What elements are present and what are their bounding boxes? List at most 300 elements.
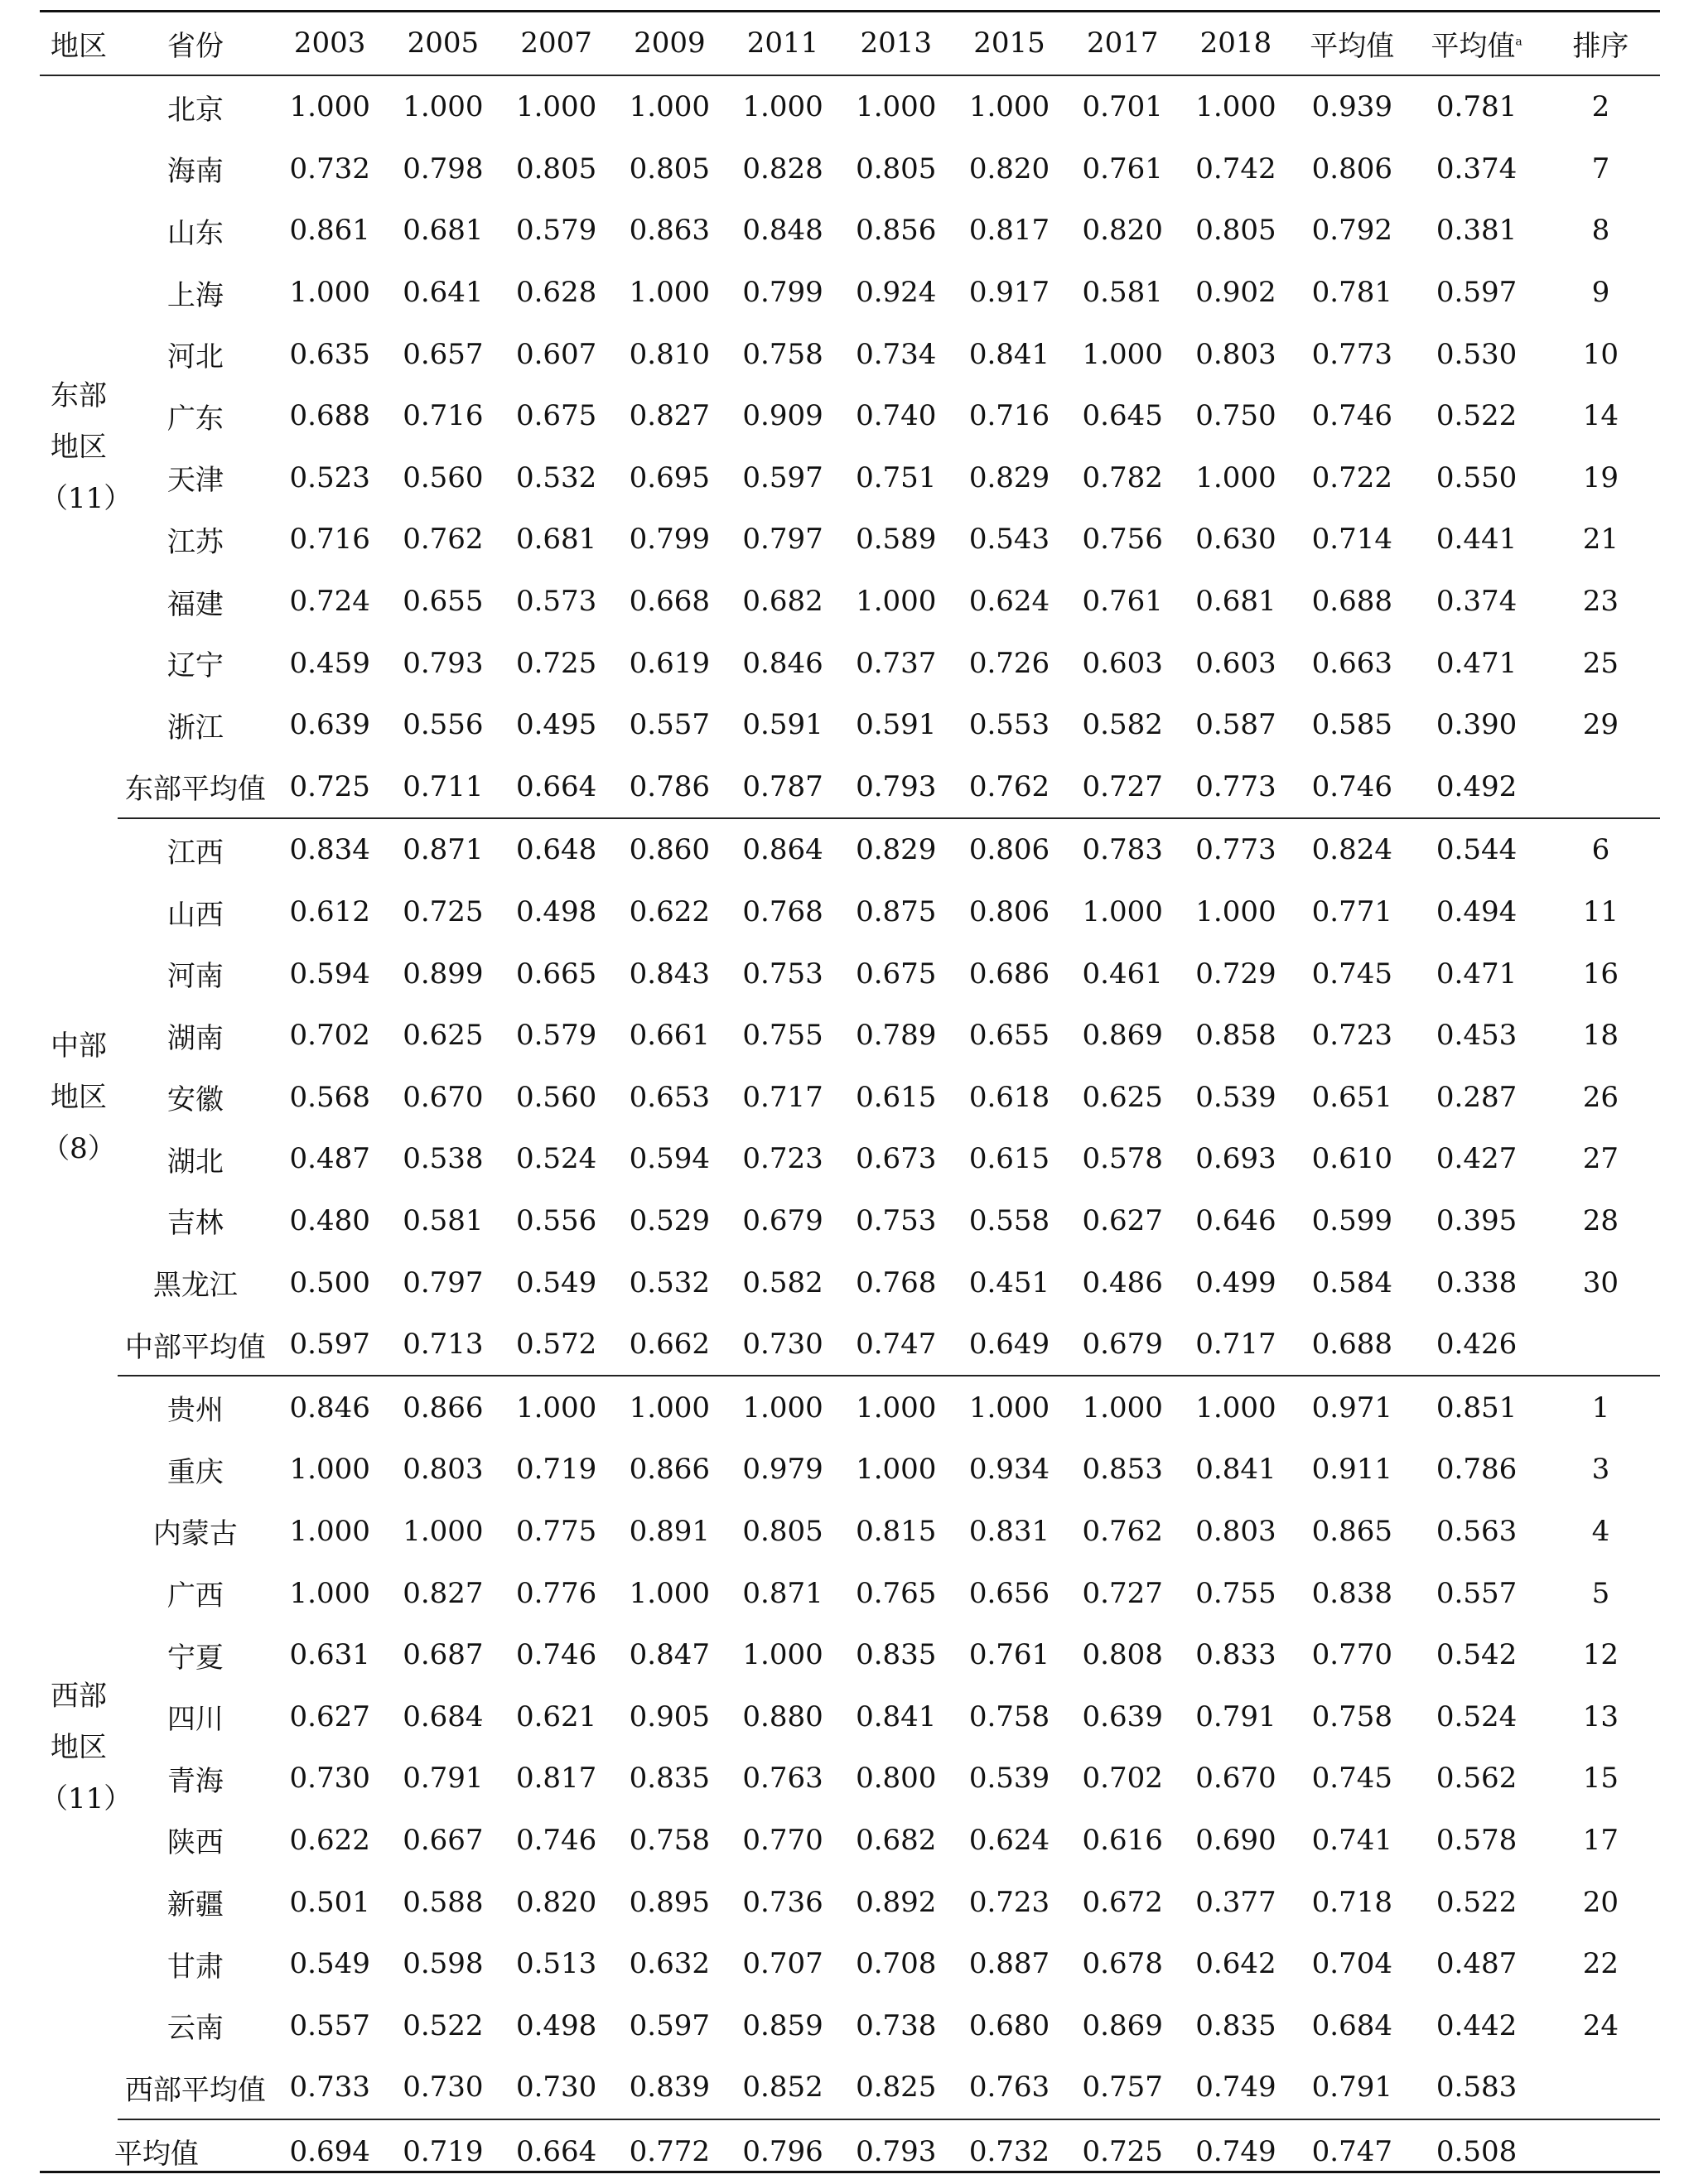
value-cell: 0.803 [403, 1453, 484, 1487]
value-cell: 0.684 [403, 1699, 484, 1733]
value-cell: 0.763 [742, 1762, 823, 1796]
group-average-value: 0.793 [839, 756, 953, 819]
rank-cell: 2 [1591, 90, 1610, 124]
value-cell: 0.887 [968, 1947, 1050, 1981]
value-cell: 0.805 [1195, 214, 1276, 248]
group-average-value: 0.727 [1066, 756, 1180, 819]
value-cell: 0.753 [856, 1203, 937, 1237]
average-a-cell: 0.557 [1436, 1576, 1518, 1610]
value-cell: 0.806 [968, 895, 1050, 929]
value-cell: 0.690 [1195, 1823, 1276, 1857]
value-cell: 0.560 [515, 1080, 597, 1114]
value-cell: 0.793 [403, 646, 484, 680]
value-cell: 0.622 [629, 895, 710, 929]
value-cell: 0.924 [856, 276, 937, 310]
value-cell: 0.770 [742, 1823, 823, 1857]
average-cell: 0.770 [1311, 1638, 1392, 1672]
value-cell: 0.831 [968, 1514, 1050, 1548]
province-cell: 海南 [166, 155, 224, 189]
value-cell: 0.615 [856, 1080, 937, 1114]
value-cell: 1.000 [629, 1576, 710, 1610]
value-cell: 0.869 [1082, 2008, 1163, 2042]
average-cell: 0.745 [1311, 957, 1392, 991]
value-cell: 0.746 [515, 1638, 597, 1672]
value-cell: 0.556 [515, 1203, 597, 1237]
average-a-cell: 0.338 [1436, 1266, 1518, 1299]
overall-average-value: 0.719 [403, 2134, 484, 2168]
overall-average-value: 0.664 [515, 2134, 597, 2168]
value-cell: 1.000 [289, 1576, 370, 1610]
value-cell: 0.726 [968, 646, 1050, 680]
region-label-line: 地区 [50, 1731, 107, 1765]
value-cell: 0.624 [968, 585, 1050, 619]
value-cell: 0.377 [1195, 1885, 1276, 1919]
overall-average-row [40, 2119, 1660, 2183]
rank-cell: 4 [1591, 1514, 1610, 1548]
average-cell: 0.792 [1311, 214, 1392, 248]
average-cell: 0.722 [1311, 460, 1392, 494]
value-cell: 0.740 [856, 399, 937, 433]
average-a-cell: 0.471 [1436, 957, 1518, 991]
value-cell: 0.848 [742, 214, 823, 248]
value-cell: 0.641 [403, 276, 484, 310]
group-average-value: 0.749 [1180, 2056, 1293, 2119]
value-cell: 0.797 [403, 1266, 484, 1299]
table-row [40, 943, 1660, 1005]
header-year: 2005 [387, 12, 500, 75]
value-cell: 0.891 [629, 1514, 710, 1548]
value-cell: 0.499 [1195, 1266, 1276, 1299]
value-cell: 0.732 [289, 152, 370, 186]
group-average-row [40, 2056, 1660, 2119]
value-cell: 0.513 [515, 1947, 597, 1981]
value-cell: 0.532 [629, 1266, 710, 1299]
value-cell: 0.880 [742, 1699, 823, 1733]
value-cell: 0.762 [1082, 1514, 1163, 1548]
value-cell: 0.758 [629, 1823, 710, 1857]
value-cell: 0.803 [1195, 1514, 1276, 1548]
average-cell: 0.824 [1311, 833, 1392, 867]
rank-cell: 5 [1591, 1576, 1610, 1610]
value-cell: 0.498 [515, 895, 597, 929]
value-cell: 0.871 [742, 1576, 823, 1610]
value-cell: 0.661 [629, 1019, 710, 1053]
group-average-value: 0.572 [499, 1314, 613, 1376]
value-cell: 0.679 [742, 1203, 823, 1237]
value-cell: 0.619 [629, 646, 710, 680]
value-cell: 0.587 [1195, 708, 1276, 742]
average-a-cell: 0.851 [1436, 1391, 1518, 1425]
value-cell: 0.817 [968, 214, 1050, 248]
group-average-avg: 0.746 [1292, 756, 1412, 819]
value-cell: 0.675 [515, 399, 597, 433]
value-cell: 0.829 [856, 833, 937, 867]
value-cell: 0.648 [515, 833, 597, 867]
overall-average-value: 0.793 [856, 2134, 937, 2168]
header-average: 平均值 [1292, 12, 1412, 75]
value-cell: 0.568 [289, 1080, 370, 1114]
province-cell: 青海 [166, 1764, 224, 1798]
header-average-a-label: 平均值 [1431, 29, 1516, 63]
value-cell: 0.798 [403, 152, 484, 186]
value-cell: 1.000 [403, 90, 484, 124]
value-cell: 0.532 [515, 460, 597, 494]
average-a-cell: 0.390 [1436, 708, 1518, 742]
value-cell: 0.667 [403, 1823, 484, 1857]
average-a-cell: 0.530 [1436, 337, 1518, 371]
value-cell: 0.459 [289, 646, 370, 680]
region-cell [40, 75, 133, 818]
average-cell: 0.746 [1311, 399, 1392, 433]
table-row [40, 1933, 1660, 1995]
value-cell: 0.835 [856, 1638, 937, 1672]
province-cell: 贵州 [166, 1394, 224, 1428]
value-cell: 0.625 [1082, 1080, 1163, 1114]
header-year: 2003 [273, 12, 387, 75]
group-average-value: 0.762 [953, 756, 1066, 819]
group-average-value: 0.825 [839, 2056, 953, 2119]
province-cell: 山东 [166, 216, 224, 250]
value-cell: 0.695 [629, 460, 710, 494]
region-label-line: 地区 [50, 1080, 107, 1114]
value-cell: 0.810 [629, 337, 710, 371]
value-cell: 0.672 [1082, 1885, 1163, 1919]
group-average-value: 0.786 [613, 756, 726, 819]
header-year: 2018 [1180, 12, 1293, 75]
value-cell: 1.000 [1195, 90, 1276, 124]
rank-cell: 21 [1582, 523, 1619, 557]
value-cell: 0.895 [629, 1885, 710, 1919]
value-cell: 0.866 [403, 1391, 484, 1425]
table-row [40, 1067, 1660, 1129]
value-cell: 0.603 [1082, 646, 1163, 680]
table-row [40, 1871, 1660, 1933]
value-cell: 0.632 [629, 1947, 710, 1981]
value-cell: 0.753 [742, 957, 823, 991]
average-a-cell: 0.597 [1436, 276, 1518, 310]
value-cell: 1.000 [289, 276, 370, 310]
province-cell: 浙江 [166, 711, 224, 745]
group-average-value: 0.852 [726, 2056, 840, 2119]
overall-average-value: 0.725 [1082, 2134, 1163, 2168]
value-cell: 0.682 [856, 1823, 937, 1857]
value-cell: 0.723 [742, 1142, 823, 1176]
value-cell: 0.902 [1195, 276, 1276, 310]
value-cell: 0.782 [1082, 460, 1163, 494]
value-cell: 0.841 [968, 337, 1050, 371]
value-cell: 0.768 [742, 895, 823, 929]
value-cell: 0.573 [515, 585, 597, 619]
value-cell: 0.539 [1195, 1080, 1276, 1114]
average-a-cell: 0.781 [1436, 90, 1518, 124]
value-cell: 0.578 [1082, 1142, 1163, 1176]
rank-cell: 16 [1582, 957, 1619, 991]
value-cell: 0.591 [856, 708, 937, 742]
value-cell: 0.461 [1082, 957, 1163, 991]
group-average-value: 0.597 [273, 1314, 387, 1376]
value-cell: 0.805 [742, 1514, 823, 1548]
value-cell: 0.758 [968, 1699, 1050, 1733]
value-cell: 0.789 [856, 1019, 937, 1053]
average-a-cell: 0.542 [1436, 1638, 1518, 1672]
average-a-cell: 0.522 [1436, 1885, 1518, 1919]
group-average-value: 0.664 [499, 756, 613, 819]
average-a-cell: 0.471 [1436, 646, 1518, 680]
value-cell: 0.761 [1082, 585, 1163, 619]
value-cell: 1.000 [968, 1391, 1050, 1425]
overall-average-value: 0.694 [289, 2134, 370, 2168]
average-cell: 0.971 [1311, 1391, 1392, 1425]
header-year: 2011 [726, 12, 840, 75]
value-cell: 0.833 [1195, 1638, 1276, 1672]
value-cell: 0.917 [968, 276, 1050, 310]
value-cell: 0.751 [856, 460, 937, 494]
rank-cell: 23 [1582, 585, 1619, 619]
value-cell: 0.859 [742, 2008, 823, 2042]
value-cell: 0.655 [403, 585, 484, 619]
rank-cell: 15 [1582, 1762, 1619, 1796]
average-cell: 0.939 [1311, 90, 1392, 124]
table-row [40, 323, 1660, 385]
value-cell: 0.817 [515, 1762, 597, 1796]
rank-cell: 7 [1591, 152, 1610, 186]
value-cell: 0.653 [629, 1080, 710, 1114]
value-cell: 0.668 [629, 585, 710, 619]
average-cell: 0.718 [1311, 1885, 1392, 1919]
value-cell: 0.843 [629, 957, 710, 991]
province-cell: 吉林 [166, 1207, 224, 1241]
table-row [40, 1685, 1660, 1748]
group-average-rank-empty [1542, 1314, 1660, 1376]
rank-cell: 13 [1582, 1699, 1619, 1733]
value-cell: 0.615 [968, 1142, 1050, 1176]
table-row [40, 818, 1660, 881]
average-cell: 0.865 [1311, 1514, 1392, 1548]
value-cell: 0.719 [515, 1453, 597, 1487]
province-cell: 四川 [166, 1703, 224, 1737]
value-cell: 0.835 [629, 1762, 710, 1796]
average-a-cell: 0.522 [1436, 399, 1518, 433]
value-cell: 0.800 [856, 1762, 937, 1796]
province-cell: 辽宁 [166, 649, 224, 683]
average-cell: 0.684 [1311, 2008, 1392, 2042]
value-cell: 0.765 [856, 1576, 937, 1610]
value-cell: 1.000 [1082, 1391, 1163, 1425]
value-cell: 0.797 [742, 523, 823, 557]
average-a-cell: 0.287 [1436, 1080, 1518, 1114]
value-cell: 1.000 [515, 90, 597, 124]
table-row [40, 1562, 1660, 1624]
value-cell: 1.000 [742, 1391, 823, 1425]
value-cell: 0.642 [1195, 1947, 1276, 1981]
value-cell: 0.756 [1082, 523, 1163, 557]
value-cell: 0.622 [289, 1823, 370, 1857]
value-cell: 0.607 [515, 337, 597, 371]
value-cell: 0.522 [403, 2008, 484, 2042]
rank-cell: 24 [1582, 2008, 1619, 2042]
table-row [40, 138, 1660, 200]
value-cell: 0.841 [856, 1699, 937, 1733]
province-cell: 新疆 [166, 1888, 224, 1922]
value-cell: 0.725 [403, 895, 484, 929]
value-cell: 0.500 [289, 1266, 370, 1299]
group-average-value: 0.649 [953, 1314, 1066, 1376]
group-average-avg: 0.791 [1292, 2056, 1412, 2119]
value-cell: 0.858 [1195, 1019, 1276, 1053]
value-cell: 1.000 [629, 90, 710, 124]
province-cell: 湖北 [166, 1145, 224, 1179]
group-average-label: 中部平均值 [118, 1314, 273, 1376]
value-cell: 0.853 [1082, 1453, 1163, 1487]
value-cell: 0.808 [1082, 1638, 1163, 1672]
value-cell: 0.498 [515, 2008, 597, 2042]
group-average-value: 0.730 [726, 1314, 840, 1376]
value-cell: 0.688 [289, 399, 370, 433]
value-cell: 0.625 [403, 1019, 484, 1053]
group-average-label: 西部平均值 [118, 2056, 273, 2119]
province-cell: 云南 [166, 2012, 224, 2046]
average-a-cell: 0.441 [1436, 523, 1518, 557]
rank-cell: 10 [1582, 337, 1619, 371]
value-cell: 0.820 [1082, 214, 1163, 248]
value-cell: 0.727 [1082, 1576, 1163, 1610]
table-row [40, 75, 1660, 138]
table-row [40, 632, 1660, 694]
value-cell: 0.597 [629, 2008, 710, 2042]
value-cell: 0.539 [968, 1762, 1050, 1796]
value-cell: 0.616 [1082, 1823, 1163, 1857]
value-cell: 1.000 [289, 1514, 370, 1548]
value-cell: 0.681 [403, 214, 484, 248]
rank-cell: 8 [1591, 214, 1610, 248]
table-row [40, 1624, 1660, 1686]
value-cell: 0.557 [629, 708, 710, 742]
group-average-row [40, 756, 1660, 819]
value-cell: 0.612 [289, 895, 370, 929]
province-cell: 陕西 [166, 1826, 224, 1860]
average-cell: 0.584 [1311, 1266, 1392, 1299]
average-cell: 0.758 [1311, 1699, 1392, 1733]
rank-cell: 28 [1582, 1203, 1619, 1237]
overall-average-avg: 0.747 [1311, 2134, 1392, 2168]
province-cell: 重庆 [166, 1455, 224, 1489]
value-cell: 0.736 [742, 1885, 823, 1919]
average-cell: 0.911 [1311, 1453, 1392, 1487]
value-cell: 0.594 [289, 957, 370, 991]
province-cell: 甘肃 [166, 1950, 224, 1984]
group-average-row [40, 1314, 1660, 1376]
value-cell: 0.860 [629, 833, 710, 867]
average-cell: 0.773 [1311, 337, 1392, 371]
average-cell: 0.806 [1311, 152, 1392, 186]
value-cell: 0.686 [968, 957, 1050, 991]
group-average-rank-empty [1542, 2056, 1660, 2119]
value-cell: 0.828 [742, 152, 823, 186]
overall-average-avg-a: 0.508 [1436, 2134, 1518, 2168]
average-a-cell: 0.374 [1436, 585, 1518, 619]
group-average-rank-empty [1542, 756, 1660, 819]
header-rank: 排序 [1542, 12, 1660, 75]
group-average-avg-a: 0.492 [1412, 756, 1542, 819]
value-cell: 0.869 [1082, 1019, 1163, 1053]
value-cell: 0.635 [289, 337, 370, 371]
table-row [40, 1005, 1660, 1067]
province-cell: 山西 [166, 898, 224, 932]
value-cell: 0.892 [856, 1885, 937, 1919]
value-cell: 0.716 [968, 399, 1050, 433]
value-cell: 0.682 [742, 585, 823, 619]
value-cell: 0.673 [856, 1142, 937, 1176]
region-label-line: （8） [41, 1131, 116, 1165]
value-cell: 0.762 [403, 523, 484, 557]
group-average-value: 0.733 [273, 2056, 387, 2119]
average-a-cell: 0.562 [1436, 1762, 1518, 1796]
value-cell: 0.597 [742, 460, 823, 494]
table-row [40, 694, 1660, 756]
region-label-line: （11） [40, 1782, 133, 1816]
table-row [40, 385, 1660, 447]
average-a-cell: 0.786 [1436, 1453, 1518, 1487]
value-cell: 0.847 [629, 1638, 710, 1672]
header-year: 2007 [499, 12, 613, 75]
value-cell: 1.000 [856, 1391, 937, 1425]
value-cell: 0.803 [1195, 337, 1276, 371]
value-cell: 0.909 [742, 399, 823, 433]
province-cell: 广西 [166, 1579, 224, 1613]
value-cell: 1.000 [968, 90, 1050, 124]
province-cell: 天津 [166, 464, 224, 498]
average-a-cell: 0.442 [1436, 2008, 1518, 2042]
value-cell: 0.487 [289, 1142, 370, 1176]
value-cell: 0.799 [629, 523, 710, 557]
header-year: 2017 [1066, 12, 1180, 75]
value-cell: 0.806 [968, 833, 1050, 867]
value-cell: 0.579 [515, 214, 597, 248]
average-a-cell: 0.487 [1436, 1947, 1518, 1981]
value-cell: 0.791 [1195, 1699, 1276, 1733]
header-year: 2009 [613, 12, 726, 75]
table-row [40, 1190, 1660, 1252]
table-row [40, 571, 1660, 633]
value-cell: 0.582 [742, 1266, 823, 1299]
rank-cell: 22 [1582, 1947, 1619, 1981]
value-cell: 1.000 [1082, 895, 1163, 929]
average-cell: 0.688 [1311, 585, 1392, 619]
group-average-value: 0.757 [1066, 2056, 1180, 2119]
bottom-rule [40, 2171, 1660, 2173]
value-cell: 0.579 [515, 1019, 597, 1053]
table-row [40, 262, 1660, 324]
average-cell: 0.599 [1311, 1203, 1392, 1237]
average-a-cell: 0.395 [1436, 1203, 1518, 1237]
value-cell: 0.899 [403, 957, 484, 991]
province-cell: 湖南 [166, 1021, 224, 1055]
value-cell: 0.588 [403, 1885, 484, 1919]
value-cell: 0.656 [968, 1576, 1050, 1610]
table-row [40, 1810, 1660, 1872]
value-cell: 1.000 [289, 1453, 370, 1487]
overall-average-value: 0.772 [629, 2134, 710, 2168]
group-average-label: 东部平均值 [118, 756, 273, 819]
value-cell: 1.000 [742, 90, 823, 124]
value-cell: 0.805 [629, 152, 710, 186]
group-average-value: 0.747 [839, 1314, 953, 1376]
province-cell: 安徽 [166, 1083, 224, 1117]
value-cell: 1.000 [856, 585, 937, 619]
average-a-cell: 0.374 [1436, 152, 1518, 186]
value-cell: 0.501 [289, 1885, 370, 1919]
value-cell: 0.820 [968, 152, 1050, 186]
